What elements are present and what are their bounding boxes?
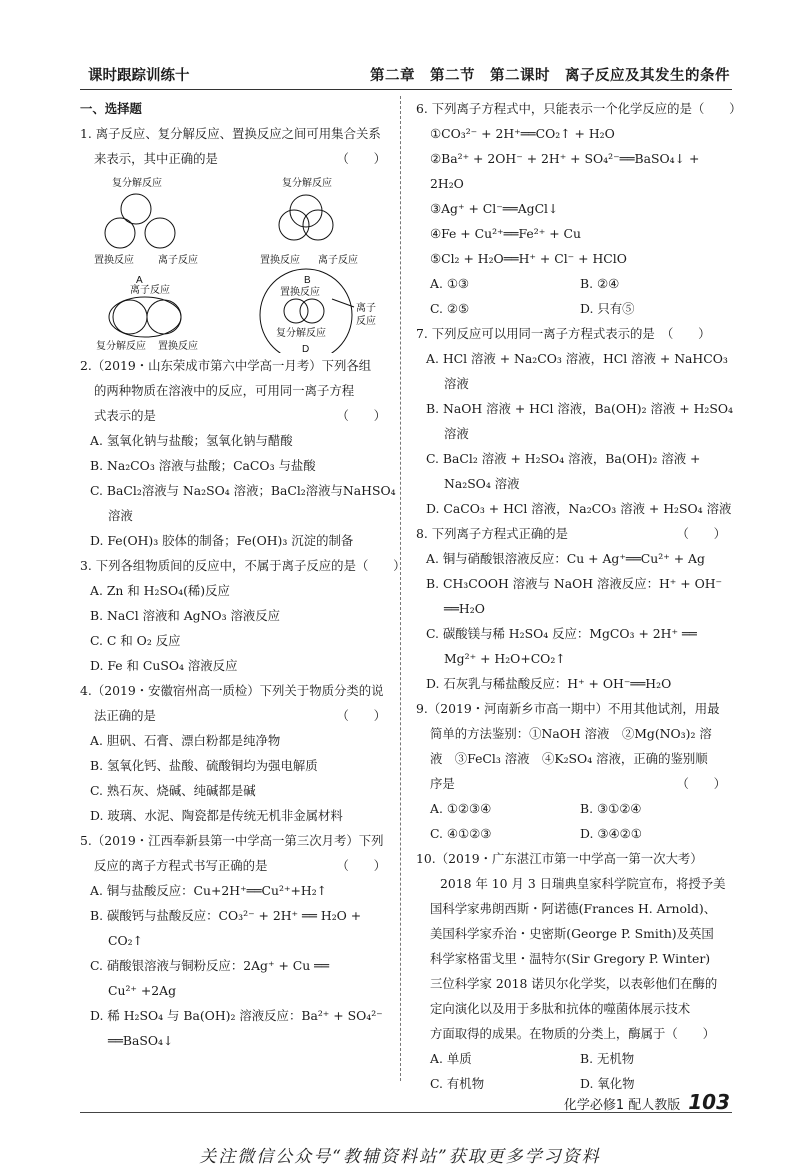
diagram-circle <box>105 218 135 248</box>
header-left: 课时跟踪训练十 <box>88 68 190 84</box>
promo-text: 关注微信公众号“教辅资料站”获取更多学习资料 <box>199 1147 601 1167</box>
q4-option-b: B. 氢氧化钙、盐酸、硫酸铜均为强电解质 <box>90 758 318 773</box>
q8-option-b: B. CH₃COOH 溶液与 NaOH 溶液反应：H⁺ + OH⁻ <box>426 576 723 591</box>
label-zh: 置换反应 <box>158 341 198 352</box>
label-fj: 复分解反应 <box>282 178 332 189</box>
label-lz: 离子反应 <box>130 285 170 296</box>
q5-option-b: B. 碳酸钙与盐酸反应：CO₃²⁻ + 2H⁺ ══ H₂O + <box>90 908 362 923</box>
header-right: 第二章 第二节 第二课时 离子反应及其发生的条件 <box>370 68 730 84</box>
section-title: 一、选择题 <box>80 101 142 116</box>
q8-option-b-cont: ══H₂O <box>444 601 485 616</box>
q5-stem: 反应的离子方程式书写正确的是 <box>94 858 268 873</box>
book-title: 化学必修1 配人教版 <box>563 1098 681 1113</box>
q5-option-d: D. 稀 H₂SO₄ 与 Ba(OH)₂ 溶液反应：Ba²⁺ + SO₄²⁻ <box>90 1008 383 1023</box>
q9-stem: 序是 <box>430 776 455 791</box>
q8-option-c: C. 碳酸镁与稀 H₂SO₄ 反应：MgCO₃ + 2H⁺ ══ <box>426 626 697 641</box>
label-fj: 复分解反应 <box>276 328 326 339</box>
label-lz: 离子反应 <box>318 255 358 266</box>
label-b: B <box>304 275 311 286</box>
q6-item: ①CO₃²⁻ + 2H⁺══CO₂↑ + H₂O <box>430 126 615 141</box>
q10-option-a: A. 单质 <box>430 1051 472 1066</box>
q10-option-c: C. 有机物 <box>430 1076 485 1091</box>
diagram-circle <box>284 299 308 323</box>
q6-options-row <box>416 296 730 321</box>
q4-option-c: C. 熟石灰、烧碱、纯碱都是碱 <box>90 783 256 798</box>
answer-paren: （ ） <box>336 408 386 423</box>
diagram-circle <box>145 218 175 248</box>
q10-line: 方面取得的成果。在物质的分类上，酶属于（ ） <box>430 1026 715 1041</box>
label-zh: 置换反应 <box>260 255 300 266</box>
answer-paren: （ ） <box>336 151 386 166</box>
label-zh: 置换反应 <box>94 255 134 266</box>
label-lz-a: 离子 <box>356 303 376 314</box>
q3-option-a: A. Zn 和 H₂SO₄(稀)反应 <box>90 583 230 598</box>
q5-option-b-cont: CO₂↑ <box>108 933 143 948</box>
q4-stem: 法正确的是 <box>94 708 156 723</box>
q9-option-b: B. ③①②④ <box>580 801 642 816</box>
q5-option-a: A. 铜与盐酸反应：Cu+2H⁺══Cu²⁺+H₂↑ <box>90 883 328 898</box>
page-number: 103 <box>688 1090 730 1114</box>
q8-option-d: D. 石灰乳与稀盐酸反应：H⁺ + OH⁻══H₂O <box>426 676 672 691</box>
q5-option-c: C. 硝酸银溶液与铜粉反应：2Ag⁺ + Cu ══ <box>90 958 330 973</box>
q3-option-d: D. Fe 和 CuSO₄ 溶液反应 <box>90 658 238 673</box>
q10-line: 三位科学家 2018 诺贝尔化学奖，以表彰他们在酶的 <box>430 976 718 991</box>
q7-option-a-cont: 溶液 <box>444 376 469 391</box>
label-lz: 离子反应 <box>158 255 198 266</box>
q9-line: 9.（2019・河南新乡市高一期中）不用其他试剂，用最 <box>416 701 720 716</box>
q6-item: ②Ba²⁺ + 2OH⁻ + 2H⁺ + SO₄²⁻══BaSO₄↓ + <box>430 151 700 166</box>
column-divider <box>400 96 401 1081</box>
label-fj: 复分解反应 <box>112 178 162 189</box>
diagram-circle <box>279 210 309 240</box>
q1-stem: 来表示，其中正确的是 <box>94 151 218 166</box>
diagram-circle <box>147 300 181 334</box>
q9-options-row <box>416 821 730 846</box>
label-zh: 置换反应 <box>280 287 320 298</box>
q5-line: 5.（2019・江西奉新县第一中学高一第三次月考）下列 <box>80 833 384 848</box>
q9-option-a: A. ①②③④ <box>430 801 492 816</box>
diagram-c <box>109 297 181 337</box>
q7-option-b: B. NaOH 溶液 + HCl 溶液，Ba(OH)₂ 溶液 + H₂SO₄ <box>426 401 733 416</box>
q2-line: 的两种物质在溶液中的反应，可用同一离子方程 <box>94 383 355 398</box>
q8-line: 8. 下列离子方程式正确的是 <box>416 526 569 541</box>
q3-option-c: C. C 和 O₂ 反应 <box>90 633 181 648</box>
q9-line: 简单的方法鉴别：①NaOH 溶液 ②Mg(NO₃)₂ 溶 <box>430 726 712 741</box>
q4-option-d: D. 玻璃、水泥、陶瓷都是传统无机非金属材料 <box>90 808 343 823</box>
q1-line <box>80 146 390 171</box>
q10-options-row <box>416 1046 730 1071</box>
q2-option-b: B. Na₂CO₃ 溶液与盐酸；CaCO₃ 与盐酸 <box>90 458 316 473</box>
label-a: A <box>136 275 143 286</box>
label-fj: 复分解反应 <box>96 341 146 352</box>
diagram-b <box>279 195 333 240</box>
q6-option-a: A. ①③ <box>430 276 470 291</box>
q10-line: 定向演化以及用于多肽和抗体的噬菌体展示技术 <box>430 1001 691 1016</box>
q8-option-a: A. 铜与硝酸银溶液反应：Cu + Ag⁺══Cu²⁺ + Ag <box>426 551 705 566</box>
q1-line: 1. 离子反应、复分解反应、置换反应之间可用集合关系 <box>80 126 381 141</box>
diagram-circle <box>290 195 322 227</box>
answer-paren: （ ） <box>336 858 386 873</box>
footer-rule <box>80 1112 732 1113</box>
q6-item: ③Ag⁺ + Cl⁻══AgCl↓ <box>430 201 559 216</box>
q10-option-d: D. 氧化物 <box>580 1076 635 1091</box>
answer-paren: （ ） <box>336 708 386 723</box>
q2-stem: 式表示的是 <box>94 408 156 423</box>
q7-option-c-cont: Na₂SO₄ 溶液 <box>444 476 520 491</box>
q9-line: 液 ③FeCl₃ 溶液 ④K₂SO₄ 溶液，正确的鉴别顺 <box>430 751 708 766</box>
header-rule <box>80 89 732 90</box>
q10-line: 2018 年 10 月 3 日瑞典皇家科学院宣布，将授予美 <box>440 876 726 891</box>
q2-option-c: C. BaCl₂溶液与 Na₂SO₄ 溶液；BaCl₂溶液与NaHSO₄ <box>90 483 396 498</box>
q9-option-d: D. ③④②① <box>580 826 642 841</box>
q7-line: 7. 下列反应可以用同一离子方程式表示的是 （ ） <box>416 326 711 341</box>
label-lz-b: 反应 <box>356 316 376 327</box>
q2-line: 2.（2019・山东荣成市第六中学高一月考）下列各组 <box>80 358 372 373</box>
q6-option-c: C. ②⑤ <box>430 301 470 316</box>
answer-paren: （ ） <box>676 776 726 791</box>
q7-option-a: A. HCl 溶液 + Na₂CO₃ 溶液，HCl 溶液 + NaHCO₃ <box>426 351 728 366</box>
q2-option-d: D. Fe(OH)₃ 胶体的制备；Fe(OH)₃ 沉淀的制备 <box>90 533 354 548</box>
q10-line: 科学家格雷戈里・温特尔(Sir Gregory P. Winter) <box>430 951 711 966</box>
q2-option-a: A. 氢氧化钠与盐酸；氢氧化钠与醋酸 <box>90 433 293 448</box>
q6-item-cont: 2H₂O <box>430 176 464 191</box>
diagram-a <box>105 194 175 248</box>
q10-line: 国科学家弗朗西斯・阿诺德(Frances H. Arnold)、 <box>430 901 717 916</box>
q1-diagram <box>80 171 390 353</box>
page-footer <box>564 1090 730 1114</box>
diagram-circle <box>303 210 333 240</box>
q4-option-a: A. 胆矾、石膏、漂白粉都是纯净物 <box>90 733 281 748</box>
q6-line: 6. 下列离子方程式中，只能表示一个化学反应的是（ ） <box>416 101 742 116</box>
q2-option-c-cont: 溶液 <box>108 508 133 523</box>
q3-option-b: B. NaCl 溶液和 AgNO₃ 溶液反应 <box>90 608 281 623</box>
q8-option-c-cont: Mg²⁺ + H₂O+CO₂↑ <box>444 651 566 666</box>
q6-option-d: D. 只有⑤ <box>580 301 635 316</box>
left-column <box>80 96 406 1053</box>
q5-option-c-cont: Cu²⁺ +2Ag <box>108 983 177 998</box>
q6-item: ⑤Cl₂ + H₂O══H⁺ + Cl⁻ + HClO <box>430 251 627 266</box>
q4-line: 4.（2019・安徽宿州高一质检）下列关于物质分类的说 <box>80 683 384 698</box>
q5-option-d-cont: ══BaSO₄↓ <box>108 1033 174 1048</box>
right-column <box>416 96 742 1096</box>
q9-option-c: C. ④①②③ <box>430 826 492 841</box>
diagram-circle <box>113 300 147 334</box>
answer-paren: （ ） <box>676 526 726 541</box>
q6-item: ④Fe + Cu²⁺══Fe²⁺ + Cu <box>430 226 581 241</box>
q7-option-d: D. CaCO₃ + HCl 溶液，Na₂CO₃ 溶液 + H₂SO₄ 溶液 <box>426 501 732 516</box>
q10-line: 10.（2019・广东湛江市第一中学高一第一次大考） <box>416 851 703 866</box>
q6-option-b: B. ②④ <box>580 276 620 291</box>
label-d: D <box>302 344 310 353</box>
q10-option-b: B. 无机物 <box>580 1051 635 1066</box>
q9-options-row <box>416 796 730 821</box>
q10-line: 美国科学家乔治・史密斯(George P. Smith)及英国 <box>430 926 714 941</box>
q7-option-b-cont: 溶液 <box>444 426 469 441</box>
q7-option-c: C. BaCl₂ 溶液 + H₂SO₄ 溶液，Ba(OH)₂ 溶液 + <box>426 451 701 466</box>
q6-options-row <box>416 271 730 296</box>
q3-line: 3. 下列各组物质间的反应中，不属于离子反应的是（ ） <box>80 558 406 573</box>
diagram-circle <box>300 299 324 323</box>
